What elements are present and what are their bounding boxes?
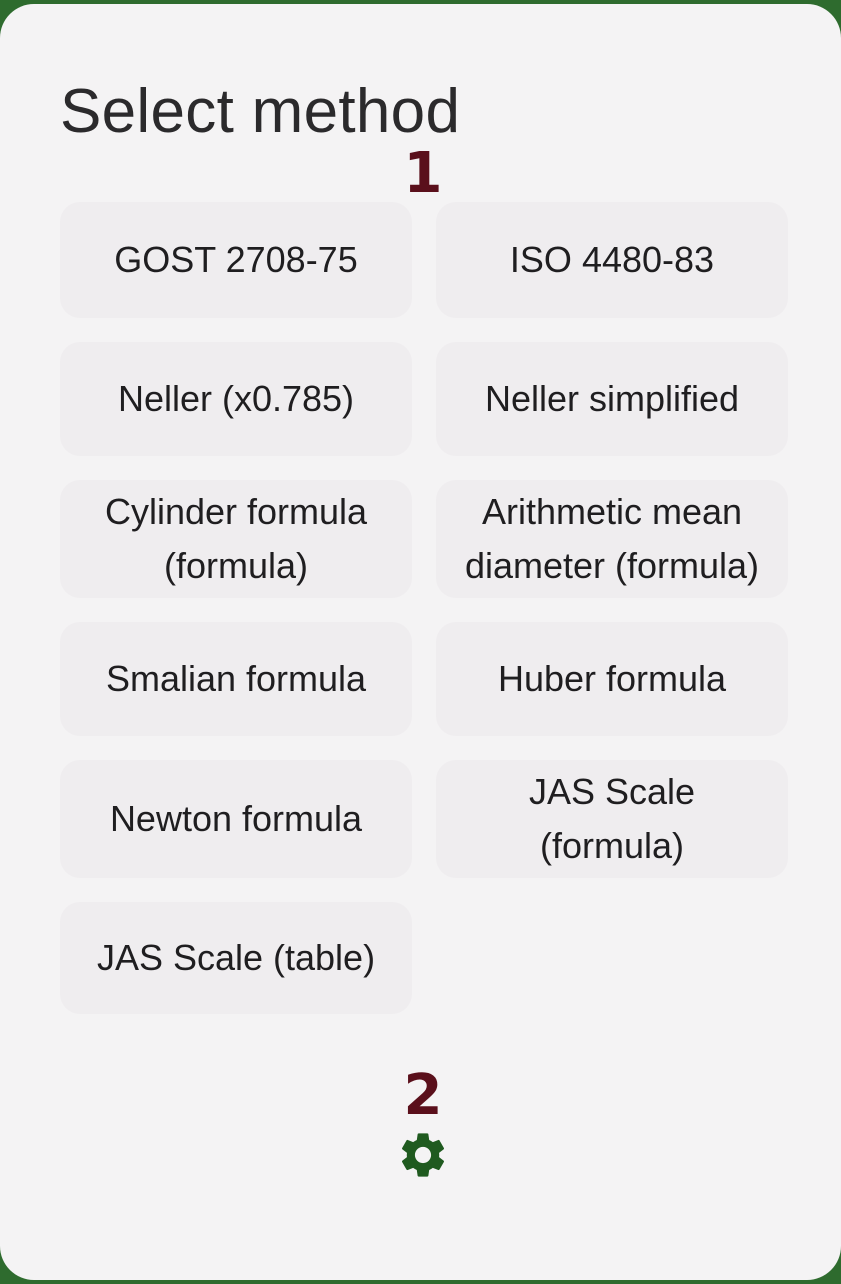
method-label: Neller (x0.785) [117, 378, 355, 419]
method-label: Huber formula [497, 658, 727, 699]
method-label: GOST 2708-75 [114, 239, 358, 280]
method-huber-formula-button[interactable] [436, 622, 788, 736]
method-cylinder-formula-button[interactable] [60, 480, 412, 598]
gear-icon [396, 1128, 450, 1182]
method-jas-scale-table-button[interactable] [60, 902, 412, 1014]
select-method-dialog [0, 4, 841, 1280]
method-label: JAS Scale (table) [96, 937, 376, 978]
method-jas-scale-formula-button[interactable] [436, 760, 788, 878]
method-newton-formula-button[interactable] [60, 760, 412, 878]
method-label: ISO 4480-83 [509, 239, 715, 280]
method-arithmetic-mean-diameter-button[interactable] [436, 480, 788, 598]
marker-1: 1 [403, 141, 443, 206]
method-gost-2708-75-button[interactable] [60, 202, 412, 318]
method-smalian-formula-button[interactable] [60, 622, 412, 736]
method-label: Newton formula [109, 798, 363, 839]
method-iso-4480-83-button[interactable] [436, 202, 788, 318]
method-label: Cylinder formula (formula) [104, 491, 368, 586]
dialog-title: Select method [60, 77, 461, 146]
method-neller-button[interactable] [60, 342, 412, 456]
marker-2: 2 [403, 1063, 443, 1128]
method-neller-simplified-button[interactable] [436, 342, 788, 456]
settings-button[interactable] [394, 1126, 452, 1184]
method-label: Neller simplified [484, 378, 740, 419]
method-label: Smalian formula [105, 658, 367, 699]
method-label: Arithmetic mean diameter (formula) [464, 491, 760, 586]
method-label: JAS Scale (formula) [528, 771, 696, 866]
